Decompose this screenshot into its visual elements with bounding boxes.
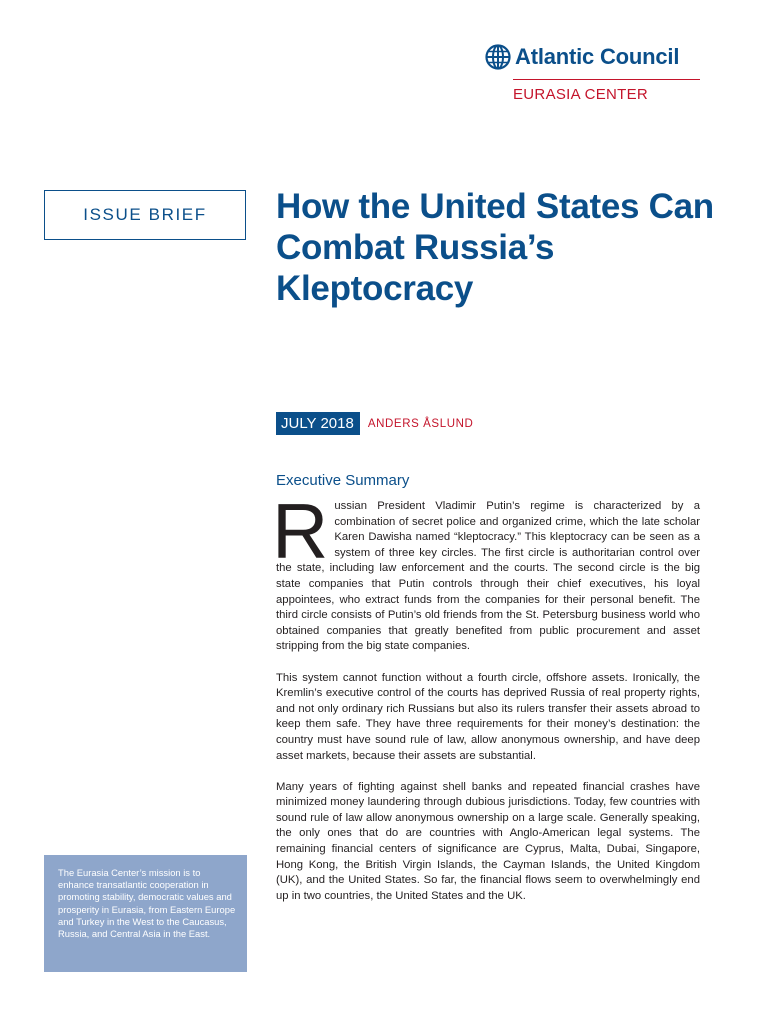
issue-brief-label: ISSUE BRIEF	[44, 190, 246, 240]
paragraph-2: This system cannot function without a fourth circle, offshore assets. Ironically, the Kremlin’s executive control of the courts has deprived Russia of real property rights, and not only ordinary rich Russians but also its rulers transfer their assets abroad to keep them safe. They have three requirements for their money’s destination: the country must have sound rule of law, allow anonymous ownership, and have deep asset markets, because their assets are substantial.	[276, 671, 700, 762]
mission-statement: The Eurasia Center’s mission is to enhance transatlantic cooperation in promoting stability, democratic values and prosperity in Eurasia, from Eastern Europe and Turkey in the West to the Caucasus, Russia, and Central Asia in the East.	[44, 855, 247, 972]
globe-icon	[485, 44, 511, 70]
author-name: ANDERS ÅSLUND	[367, 417, 474, 430]
paragraph-1-text: ussian President Vladimir Putin’s regime is characterized by a combination of secret police and organized crime, which the late scholar Karen Dawisha named “kleptocracy.” This kleptocracy can be seen as a system of three key circles. The first circle is authoritarian control over the state, including law enforcement and the courts. The second circle is the big state companies that Putin controls through their chief executives, his loyal appointees, who extract funds from the companies for their personal benefit. The third circle consists of Putin’s old friends from the St. Petersburg business world who obtained companies that greatly benefited from public procurement and asset stripping from the big state companies.	[276, 500, 700, 653]
byline	[276, 412, 473, 435]
atlantic-council-logo	[485, 44, 700, 103]
body-text	[272, 487, 700, 920]
logo-divider	[513, 79, 700, 80]
drop-cap: R	[272, 487, 329, 575]
page-title: How the United States Can Combat Russia’s Kleptocracy	[276, 187, 714, 308]
paragraph-3: Many years of fighting against shell banks and repeated financial crashes have minimized money laundering through dubious jurisdictions. Today, few countries with sound rule of law allow anonymous ownership on a large scale. Generally speaking, the only ones that do are countries with Anglo-American legal systems. The remaining financial centers of significance are Cyprus, Malta, Dubai, Singapore, Hong Kong, the British Virgin Islands, the Cayman Islands, the United Kingdom (UK), and the United States. So far, the financial flows seem to overwhelmingly end up in two countries, the United States and the UK.	[276, 780, 700, 902]
center-name: EURASIA CENTER	[513, 86, 649, 103]
date-badge: JULY 2018	[276, 412, 360, 435]
paragraph-1	[272, 487, 700, 655]
logo-row	[485, 44, 700, 70]
section-heading: Executive Summary	[276, 472, 410, 489]
logo-name: Atlantic Council	[515, 44, 680, 69]
